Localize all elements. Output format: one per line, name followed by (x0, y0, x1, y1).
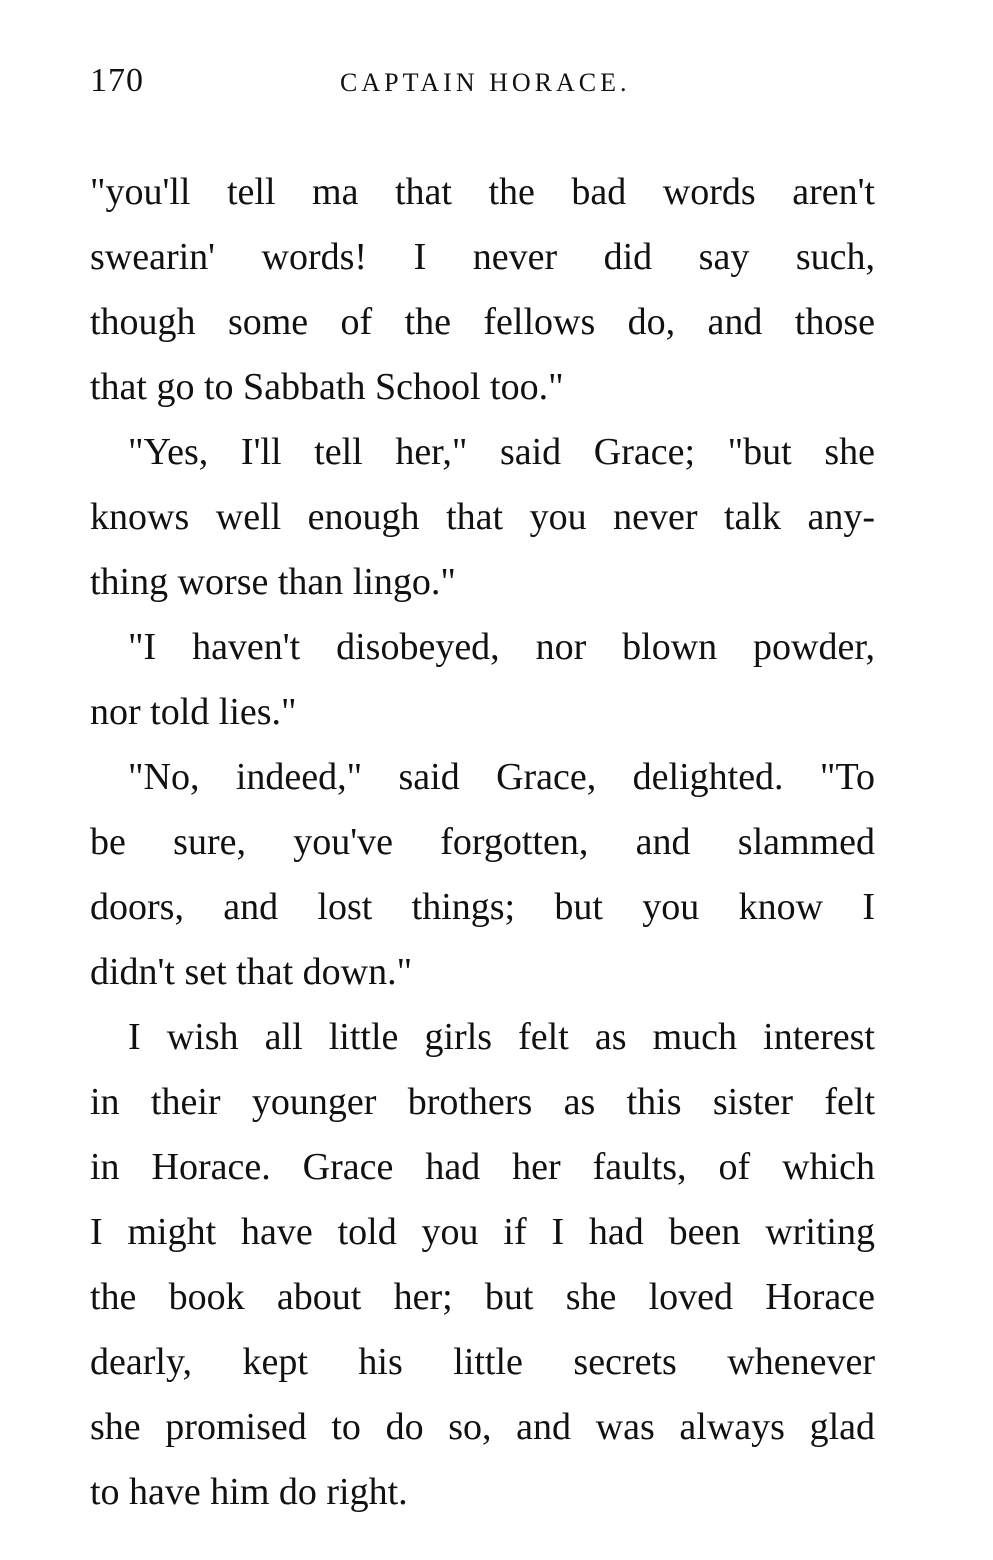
text-line: I wish all little girls felt as much interest (128, 1016, 875, 1058)
text-line: "Yes, I'll tell her," said Grace; "but she (128, 431, 875, 473)
text-line: "you'll tell ma that the bad words aren't (90, 171, 875, 213)
text-line: the book about her; but she loved Horace (90, 1276, 875, 1318)
text-line: "No, indeed," said Grace, delighted. "To (128, 756, 875, 798)
text-line: to have him do right. (90, 1471, 408, 1513)
text-line: dearly, kept his little secrets whenever (90, 1341, 875, 1383)
text-line: knows well enough that you never talk any- (90, 496, 875, 538)
page-header (90, 62, 875, 108)
text-line: she promised to do so, and was always glad (90, 1406, 875, 1448)
text-line: though some of the fellows do, and those (90, 301, 875, 343)
text-line: swearin' words! I never did say such, (90, 236, 875, 278)
text-line: thing worse than lingo." (90, 561, 456, 603)
text-line: I might have told you if I had been writing (90, 1211, 875, 1253)
text-line: "I haven't disobeyed, nor blown powder, (128, 626, 875, 668)
page-number: 170 (90, 62, 144, 99)
text-line: nor told lies." (90, 691, 297, 733)
body-text (90, 160, 875, 1525)
text-line: in Horace. Grace had her faults, of which (90, 1146, 875, 1188)
text-line: doors, and lost things; but you know I (90, 886, 875, 928)
text-line: didn't set that down." (90, 951, 413, 993)
text-line: that go to Sabbath School too." (90, 366, 564, 408)
text-line: be sure, you've forgotten, and slammed (90, 821, 875, 863)
text-line: in their younger brothers as this sister felt (90, 1081, 875, 1123)
running-title: CAPTAIN HORACE. (340, 68, 631, 97)
